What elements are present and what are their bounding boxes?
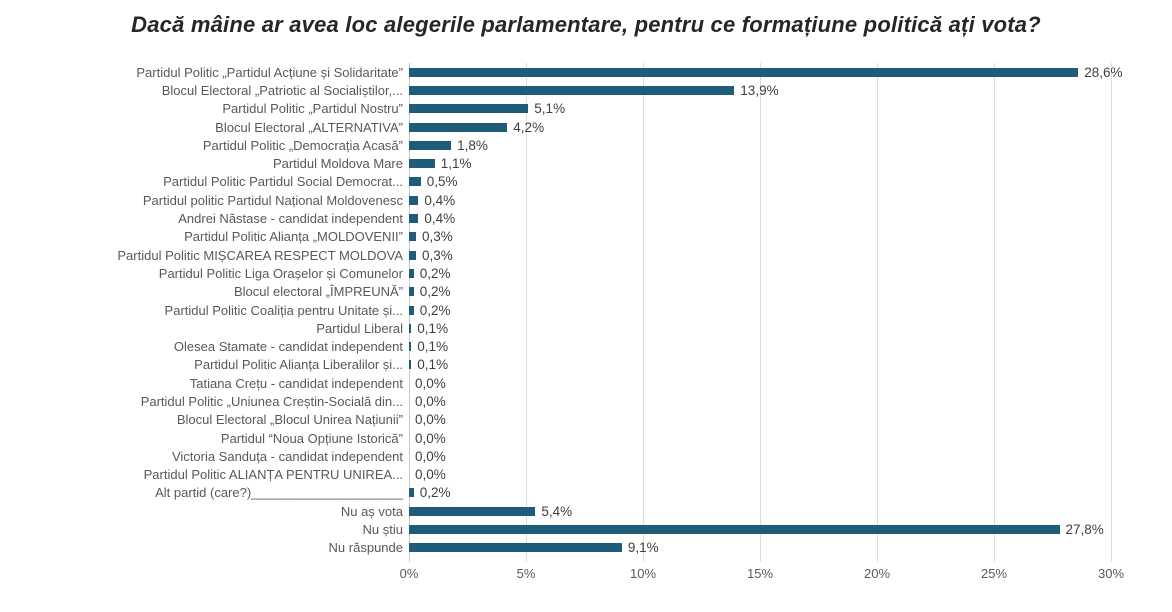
chart-row [0, 81, 1172, 99]
value-label: 0,3% [422, 247, 453, 263]
chart-row [0, 374, 1172, 392]
chart-row [0, 356, 1172, 374]
bar [409, 324, 411, 333]
value-label: 0,0% [415, 375, 446, 391]
bar [409, 159, 435, 168]
x-tick-label: 10% [629, 566, 657, 581]
bar [409, 360, 411, 369]
bar-track [409, 301, 1172, 319]
category-label: Partidul Moldova Mare [272, 156, 403, 172]
bar-track [409, 374, 1172, 392]
category-label: Partidul Politic Alianța „MOLDOVENII” [184, 229, 403, 245]
value-label: 9,1% [627, 540, 659, 556]
bar-track [409, 100, 1172, 118]
value-label: 27,8% [1065, 522, 1104, 538]
value-label: 0,2% [419, 284, 451, 300]
bar [409, 123, 507, 132]
chart-row [0, 118, 1172, 136]
bar-track [409, 154, 1172, 172]
x-tick-label: 5% [516, 566, 536, 581]
x-tick-label: 25% [980, 566, 1008, 581]
bar-track [409, 520, 1172, 538]
category-label: Partidul Politic „Partidul Nostru” [222, 101, 403, 117]
bar-track [409, 411, 1172, 429]
category-label: Partidul politic Partidul Național Moldovenesc [142, 192, 403, 208]
chart-row [0, 191, 1172, 209]
value-label: 0,4% [424, 211, 456, 227]
bar-track [409, 502, 1172, 520]
bar-track [409, 392, 1172, 410]
bar [409, 269, 414, 278]
bar-track [409, 63, 1172, 81]
bar-track [409, 118, 1172, 136]
bar-track [409, 447, 1172, 465]
chart-row [0, 520, 1172, 538]
chart-row [0, 466, 1172, 484]
bar [409, 68, 1078, 77]
category-label: Nu aș vota [340, 503, 403, 519]
value-label: 0,4% [424, 192, 456, 208]
category-label: Partidul Politic „Partidul Acțiune și Solidaritate” [136, 64, 403, 80]
bar [409, 86, 734, 95]
value-label: 0,1% [417, 320, 449, 336]
value-label: 28,6% [1084, 64, 1123, 80]
chart-row [0, 228, 1172, 246]
value-label: 0,0% [415, 393, 446, 409]
value-label: 0,2% [419, 302, 451, 318]
value-label: 1,8% [457, 137, 488, 153]
chart-row [0, 301, 1172, 319]
x-tick-label: 20% [863, 566, 891, 581]
chart-row [0, 539, 1172, 557]
x-axis-ticks [399, 566, 1125, 582]
x-tick-label: 0% [399, 566, 419, 581]
chart-row [0, 447, 1172, 465]
category-label: Partidul Politic Partidul Social Democrat... [163, 174, 403, 190]
value-label: 1,1% [440, 156, 472, 172]
category-label: Blocul electoral „ÎMPREUNĂ” [233, 284, 403, 300]
chart-row [0, 100, 1172, 118]
chart-row [0, 136, 1172, 154]
category-label: Partidul Politic MIȘCAREA RESPECT MOLDOVA [117, 247, 403, 263]
bar [409, 287, 414, 296]
category-label: Partidul Politic „Democrația Acasă” [202, 137, 403, 153]
bar-track [409, 539, 1172, 557]
chart-title: Dacă mâine ar avea loc alegerile parlamentare, pentru ce formațiune politică ați vota? [131, 12, 1041, 37]
bar [409, 141, 451, 150]
chart-rows [0, 63, 1172, 557]
category-label: Andrei Năstase - candidat independent [178, 211, 403, 227]
bar [409, 543, 622, 552]
bar-track [409, 136, 1172, 154]
value-label: 0,0% [415, 412, 446, 428]
chart-row [0, 411, 1172, 429]
bar [409, 196, 418, 205]
bar-track [409, 246, 1172, 264]
bar-track [409, 484, 1172, 502]
value-label: 0,1% [417, 357, 449, 373]
bar [409, 251, 416, 260]
bar [409, 177, 421, 186]
category-label: Partidul Politic Coaliția pentru Unitate și... [164, 302, 403, 318]
bar-track [409, 319, 1172, 337]
bar-track [409, 264, 1172, 282]
category-label: Nu răspunde [328, 540, 403, 556]
chart-row [0, 502, 1172, 520]
bar-track [409, 356, 1172, 374]
bar-track [409, 209, 1172, 227]
bar-track [409, 191, 1172, 209]
category-label: Partidul Politic Alianța Liberalilor și... [194, 357, 403, 373]
value-label: 0,0% [415, 430, 446, 446]
bar-track [409, 466, 1172, 484]
chart-row [0, 173, 1172, 191]
chart-row [0, 264, 1172, 282]
category-label: Blocul Electoral „ALTERNATIVA” [215, 119, 403, 135]
category-label: Partidul Liberal [316, 320, 403, 336]
bar-track [409, 81, 1172, 99]
chart-row [0, 154, 1172, 172]
value-label: 0,2% [419, 265, 451, 281]
bar [409, 232, 416, 241]
category-label: Partidul Politic ALIANȚA PENTRU UNIREA... [143, 467, 403, 483]
bar-track [409, 429, 1172, 447]
chart-row [0, 63, 1172, 81]
bar [409, 104, 528, 113]
chart-row [0, 209, 1172, 227]
bar-track [409, 337, 1172, 355]
category-label: Partidul Politic „Uniunea Creștin-Socială din... [140, 393, 403, 409]
value-label: 5,4% [541, 503, 573, 519]
chart-row [0, 337, 1172, 355]
category-label: Partidul “Noua Opțiune Istorică” [220, 430, 403, 446]
value-label: 0,5% [426, 174, 458, 190]
x-tick-label: 15% [746, 566, 774, 581]
chart-row [0, 429, 1172, 447]
bar [409, 507, 535, 516]
value-label: 0,0% [415, 467, 446, 483]
chart-row [0, 283, 1172, 301]
category-label: Tatiana Crețu - candidat independent [189, 375, 403, 391]
bar [409, 306, 414, 315]
chart-row [0, 246, 1172, 264]
value-label: 0,2% [419, 485, 451, 501]
category-label: Olesea Stamate - candidat independent [173, 339, 403, 355]
value-label: 5,1% [534, 101, 566, 117]
bar-track [409, 228, 1172, 246]
category-label: Blocul Electoral „Blocul Unirea Națiunii” [176, 412, 403, 428]
category-label: Alt partid (care?)_____________________ [155, 485, 403, 501]
category-label: Partidul Politic Liga Orașelor și Comunelor [158, 265, 403, 281]
bar [409, 342, 411, 351]
chart-row [0, 319, 1172, 337]
bar [409, 488, 414, 497]
bar-track [409, 283, 1172, 301]
value-label: 0,1% [417, 339, 449, 355]
chart-row [0, 484, 1172, 502]
value-label: 0,0% [415, 448, 446, 464]
value-label: 0,3% [422, 229, 453, 245]
bar [409, 525, 1060, 534]
x-tick-label: 30% [1097, 566, 1125, 581]
category-label: Blocul Electoral „Patriotic al Socialiștilor,... [161, 82, 403, 98]
category-label: Nu știu [362, 522, 403, 538]
bar-track [409, 173, 1172, 191]
value-label: 4,2% [513, 119, 545, 135]
category-label: Victoria Sanduța - candidat independent [171, 448, 403, 464]
bar [409, 214, 418, 223]
value-label: 13,9% [740, 82, 779, 98]
chart-row [0, 392, 1172, 410]
